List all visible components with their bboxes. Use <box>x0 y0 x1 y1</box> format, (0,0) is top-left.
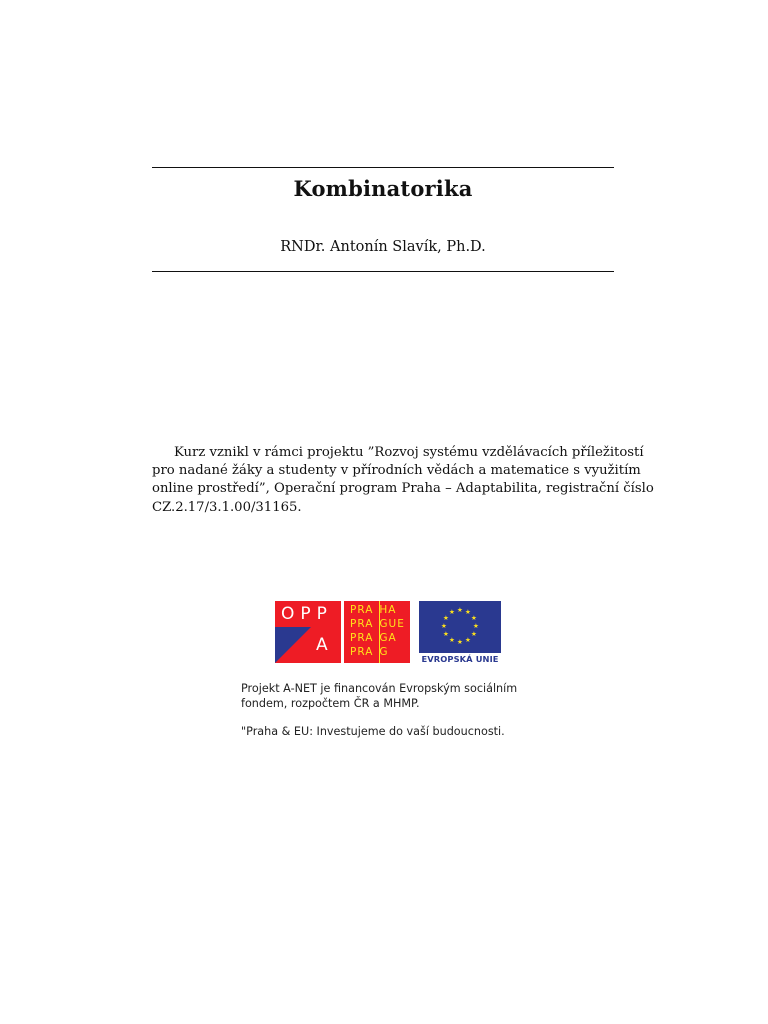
oppa-logo <box>275 601 341 663</box>
sponsor-logos-block <box>232 558 540 758</box>
bottom-rule <box>152 271 614 272</box>
funding-line: fondem, rozpočtem ČR a MHMP. <box>241 697 420 710</box>
eu-star-icon: ★ <box>465 636 471 644</box>
praha-row-right: G <box>379 646 389 658</box>
paragraph-line: online prostředí”, Operační program Praha – Adaptabilita, registrační číslo <box>152 481 654 497</box>
oppa-top-letters: OPP <box>281 604 333 624</box>
document-title: Kombinatorika <box>293 176 473 201</box>
eu-flag <box>419 601 501 653</box>
eu-star-icon: ★ <box>441 622 447 630</box>
praha-row-1 <box>350 604 396 617</box>
project-paragraph <box>152 444 654 517</box>
eu-star-icon: ★ <box>471 630 477 638</box>
eu-star-icon: ★ <box>449 608 455 616</box>
funding-statement <box>241 681 541 711</box>
paragraph-line: pro nadané žáky a studenty v přírodních vědách a matematice s využitím <box>152 463 641 479</box>
eu-star-icon: ★ <box>443 614 449 622</box>
motto-text: "Praha & EU: Investujeme do vaší budoucnosti. <box>241 725 505 738</box>
praha-row-left: PRA <box>350 618 374 630</box>
eu-label: EVROPSKÁ UNIE <box>421 654 499 664</box>
praha-row-left: PRA <box>350 604 374 616</box>
praha-row-3 <box>350 632 397 645</box>
eu-star-icon: ★ <box>443 630 449 638</box>
top-rule <box>152 167 614 168</box>
praha-row-right: GUE <box>379 618 405 630</box>
praha-row-left: PRA <box>350 646 374 658</box>
praha-row-left: PRA <box>350 632 374 644</box>
eu-star-icon: ★ <box>457 638 463 646</box>
eu-star-icon: ★ <box>471 614 477 622</box>
document-author: RNDr. Antonín Slavík, Ph.D. <box>280 239 486 255</box>
praha-row-right: GA <box>379 632 397 644</box>
praha-logo <box>344 601 410 663</box>
eu-star-icon: ★ <box>465 608 471 616</box>
paragraph-line: CZ.2.17/3.1.00/31165. <box>152 499 302 515</box>
funding-line: Projekt A-NET je financován Evropským sociálním <box>241 682 518 695</box>
eu-star-icon: ★ <box>473 622 479 630</box>
eu-star-icon: ★ <box>457 606 463 614</box>
oppa-blue-triangle <box>275 627 311 663</box>
eu-star-icon: ★ <box>449 636 455 644</box>
oppa-bottom-letter: A <box>316 635 328 655</box>
paragraph-line: Kurz vznikl v rámci projektu ”Rozvoj systému vzdělávacích příležitostí <box>174 445 644 460</box>
praha-row-right: HA <box>379 604 397 616</box>
praha-row-2 <box>350 618 405 631</box>
praha-row-4 <box>350 646 389 659</box>
